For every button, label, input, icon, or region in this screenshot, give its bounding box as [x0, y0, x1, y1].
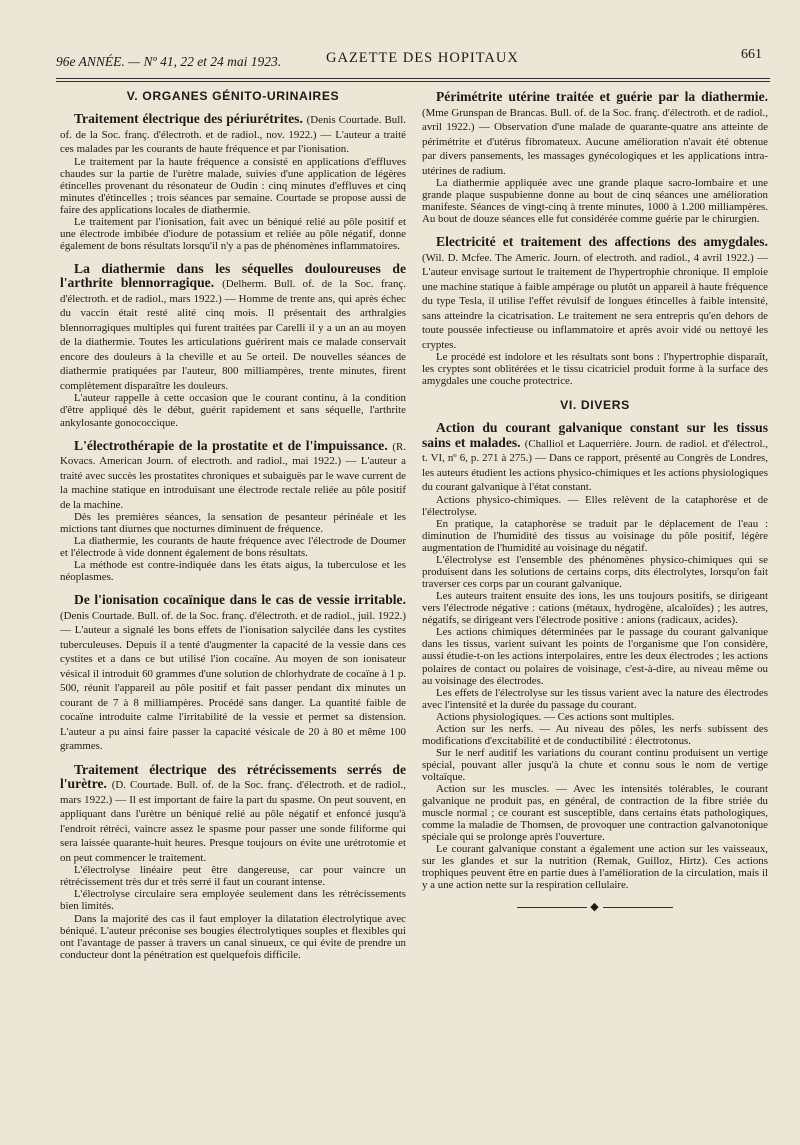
article-paragraph: La diathermie, les courants de haute fréquence avec l'électrode de Doumer et l'électrode à vide donnent également de bons résultats.	[60, 535, 406, 560]
article-title	[60, 763, 406, 865]
article-paragraph: L'électrolyse circulaire sera employée seulement dans les rétrécissements bien limités.	[60, 888, 406, 913]
article-paragraph: Actions physiologiques. — Ces actions sont multiples.	[436, 710, 675, 723]
right-articles	[422, 90, 768, 387]
article-title	[422, 90, 768, 177]
article-reference: (Denis Courtade. Bull. of. de la Soc. franç. d'électroth. et de radiol., nov. 1922.) — L'auteur a traité ces malades par les courants de haute fréquence et par l'ionisation.	[60, 114, 406, 156]
article	[422, 235, 768, 387]
article-reference: (Wil. D. Mcfee. The Americ. Journ. of electroth. and radiol., 4 avril 1922.) — L'auteur envisage surtout le traitement de l'hypertrophie chronique. Il emploie une machine statique à faible ampérage ou plutôt un appareil à haute fréquence du type Tesla, il utilise l'effet révulsif de longues étincelles à faible intensité, sans atteindre la cicatrisation. Le traitement ne sera entrepris qu'en dehors de toute poussée infectieuse ou inflammatoire et après avoir vidé ou nettoyé les cryptes.	[422, 251, 768, 351]
article-title-text: De l'ionisation cocaïnique dans le cas de vessie irritable.	[74, 592, 406, 608]
left-articles	[60, 112, 406, 961]
article-title-text: L'électrothérapie de la prostatite et de l'impuissance.	[74, 437, 388, 453]
article	[60, 262, 406, 429]
article-title	[60, 262, 406, 393]
article	[422, 90, 768, 225]
right-column	[422, 90, 768, 913]
article-reference: (R. Kovacs. American Journ. of electroth. and radiol., mai 1922.) — L'auteur a traité avec succès les prostatites chroniques et subaiguës par le wave current de la machine statique en introduisant une électrode rectale reliée au pôle positif de la machine.	[60, 440, 406, 511]
article-title	[422, 421, 768, 494]
article	[60, 112, 406, 252]
article-paragraph: Les actions chimiques déterminées par le passage du courant galvanique dans les tissus, varient suivant les points de l'organisme que l'on considère, aussi étudie-t-on les actions interpolaires, entre les deux électrodes ; les actions polaires de contact ou polaires de voisinage, c'est-à-dire, au niveau même ou au voisinage des électrodes.	[422, 626, 768, 687]
article-title	[60, 593, 406, 753]
article	[60, 593, 406, 753]
article-paragraph: L'électrolyse linéaire peut être dangereuse, car pour vaincre un rétrécissement très dur et très serré il faut un courant intense.	[60, 864, 406, 889]
section-title-divers: VI. DIVERS	[560, 398, 630, 413]
header-rule-double	[56, 81, 770, 82]
article-paragraph: Action sur les nerfs. — Au niveau des pôles, les nerfs subissent des modifications d'excitabilité et de conductibilité : électrotonus.	[422, 722, 768, 747]
article-paragraph: Les effets de l'électrolyse sur les tissus varient avec la nature des électrodes avec l'intensité et la durée du passage du courant.	[422, 686, 768, 711]
article-paragraph: Dès les premières séances, la sensation de pesanteur périnéale et les mictions tant diurnes que nocturnes diminuent de fréquence.	[60, 511, 406, 536]
article-reference: (Mme Grunspan de Brancas. Bull. of. de la Soc. franç. d'électroth. et de radiol., avril 1922.) — Observation d'une malade de quarante-quatre ans atteinte de périmétrite et d'utérus fibromateux. Aucune amélioration n'avait été obtenue par divers pansements, les massages gynécologiques et les applications intra-utérines de radium.	[422, 106, 768, 177]
article-reference: (D. Courtade. Bull. of. de la Soc. franç. d'électroth. et de radiol., mars 1922.) — Il est important de faire la part du spasme. On peut souvent, en appliquant dans l'urètre un béniqué relié au pôle négatif et enfoncé jusqu'à l'endroit rétréci, vaincre assez le spasme pour passer une sonde filiforme qui sera laissée quarante-huit heures. Presque toujours on évite une urétrotomie et on peut commencer le traitement.	[60, 779, 406, 864]
running-header	[56, 44, 768, 74]
article-reference: (Challiol et Laquerrière. Journ. de radiol. et d'électrol., t. VI, nº 6, p. 271 à 275.) — Dans ce rapport, présenté au Congrès de Londres, les auteurs étudient les actions physico-chimiques et les actions physiologiques du courant galvanique à l'état constant.	[422, 437, 768, 494]
article-title-text: Périmétrite utérine traitée et guérie par la diathermie.	[436, 89, 768, 104]
journal-title: GAZETTE DES HOPITAUX	[326, 50, 519, 66]
article-title	[60, 439, 406, 512]
end-ornament: ◆	[422, 901, 768, 913]
article-paragraph: Le courant galvanique constant a également une action sur les vaisseaux, sur les glandes et sur la nutrition (Remak, Guilloz, Hirtz). Ces actions trophiques peuvent être en partie dues à l'amélioration de la circulation, mais il y a une action nette sur la respiration cellulaire.	[422, 843, 768, 892]
article-paragraph: Action sur les muscles. — Avec les intensités tolérables, le courant galvanique ne produit pas, en général, de contraction de la fibre striée du muscle normal ; ce courant est susceptible, dans certains états pathologiques, comme la maladie de Thomsen, de provoquer une contraction galvanotonique spéciale qui se prolonge après l'ouverture.	[422, 783, 768, 844]
article-paragraph: Actions physico-chimiques. — Elles relèvent de la cataphorèse et de l'électrolyse.	[422, 493, 768, 518]
article-paragraph: La méthode est contre-indiquée dans les états aigus, la tuberculose et les néoplasmes.	[60, 559, 406, 584]
issue-info: 96e ANNÉE. — Nº 41, 22 et 24 mai 1923.	[56, 54, 282, 69]
article-title-text: La diathermie dans les séquelles douloureuses de l'arthrite blennorragique.	[60, 260, 406, 291]
article-paragraph: La diathermie appliquée avec une grande plaque sacro-lombaire et une grande plaque suspubienne donne au bout de cinq séances une amélioration manifeste. Séances de vingt-cinq à trente minutes, 1000 à 1.200 milliampères. Au bout de douze séances elle fut considérée comme guérie par le chirurgien.	[422, 177, 768, 226]
article-paragraph: En pratique, la cataphorèse se traduit par le déplacement de l'eau : diminution de l'humidité des tissus au voisinage du pôle positif, légère augmentation de l'humidité au voisinage du négatif.	[422, 517, 768, 555]
article-reference: (Delherm. Bull. of. de la Soc. franç. d'électroth. et de radiol., mars 1922.) — Homme de trente ans, qui après échec du vaccin était resté alité cinq mois. Il présentait des arthralgies blennorragiques multiples qui furent traitées par Carelli il y a un an au moyen de la diathermie. Toutes les articulations guérirent mais ce malade conservait encore des douleurs à la cheville et au 5e orteil. De nouvelles séances de diathermie pratiquées par l'auteur, 800 milliampères, trente minutes, firent complètement disparaître les douleurs.	[60, 278, 406, 392]
left-column	[60, 90, 406, 961]
article-paragraph: L'auteur rappelle à cette occasion que le courant continu, à la condition d'être appliqué dès le début, guérit rapidement et sans séquelle, l'arthrite ankylosante gonococcique.	[60, 392, 406, 429]
article-title-text: Action du courant galvanique constant sur les tissus sains et malades.	[422, 420, 768, 450]
article-paragraph: Dans la majorité des cas il faut employer la dilatation électrolytique avec béniqué. L'auteur préconise ses bougies électrolytiques souples et flexibles qui ont l'avantage de passer à travers un canal sinueux, ce qui évite de prendre un conducteur dont la pénétration est quelquefois difficile.	[60, 912, 406, 961]
article-paragraph: L'électrolyse est l'ensemble des phénomènes physico-chimiques qui se produisent dans les solutions de certains corps, dits électrolytes, lorsqu'on fait traverser ces corps par un courant galvanique.	[422, 554, 768, 591]
article-paragraph: Le traitement par l'ionisation, fait avec un béniqué relié au pôle positif et une électrode imbibée d'iodure de potassium et reliée au pôle négatif, donne également de bons résultats lorsqu'il n'y a pas de phénomènes inflammatoires.	[60, 215, 406, 252]
divers-article	[422, 421, 768, 891]
article	[60, 763, 406, 961]
article-paragraph: Les auteurs traitent ensuite des ions, les uns toujours positifs, se dirigeant vers l'électrode négative : cations (métaux, hydrogène, alcaloïdes) ; les autres, négatifs, se dirigeant vers l'électrode positive : anions (radicaux, acides).	[422, 590, 768, 627]
article	[60, 439, 406, 584]
article-title	[60, 112, 406, 156]
article-title-text: Traitement électrique des périurétrites.	[74, 111, 303, 127]
article	[422, 421, 768, 891]
section-title: V. ORGANES GÉNITO-URINAIRES	[126, 89, 340, 103]
article-title-text: Traitement électrique des rétrécissements serrés de l'urètre.	[60, 761, 406, 792]
page-number: 661	[741, 47, 762, 62]
article-title-text: Electricité et traitement des affections des amygdales.	[436, 234, 768, 250]
header-rule	[56, 78, 770, 79]
article-title	[422, 235, 768, 351]
article-reference: (Denis Courtade. Bull. of. de la Soc. franç. d'électroth. et de radiol., juil. 1922.) — L'auteur a signalé les bons effets de l'ionisation salycilée dans les cystites tuberculeuses. Depuis il a tenté d'augmenter la capacité de la vessie dans ces cystites et a dans ce but utilisé l'ion cocaïne. Au moyen de son ionisateur vésical il introduit 60 grammes d'une solution de chlorhydrate de cocaïne à 1 p. 500, réunit l'appareil au pôle positif et fait passer pendant dix minutes un courant de 7 à 8 milliampères. Procédé sans danger. La quantité faible de cocaïne introduite calme l'irritabilité de la vessie et permet sa distension. L'auteur a pu ainsi faire passer la capacité vésicale de 20 à 80 et même 100 grammes.	[60, 609, 406, 753]
article-paragraph: Sur le nerf auditif les variations du courant continu produisent un vertige spécial, pouvant aller jusqu'à la chute et connu sous le nom de vertige voltaïque.	[422, 746, 768, 783]
article-paragraph: Le procédé est indolore et les résultats sont bons : l'hypertrophie disparaît, les cryptes sont oblitérées et le tissu cicatriciel produit forme à la surface des amygdales une couche protectrice.	[422, 351, 768, 388]
article-paragraph: Le traitement par la haute fréquence a consisté en applications d'effluves chaudes sur la partie de l'urètre malade, suivies d'une application de légères étincelles provenant du résonateur de Oudin : cinq minutes d'effluves et cinq minutes d'étincelles ; trois séances par semaine. Courtade se propose aussi de faire des applications locales de diathermie.	[60, 155, 406, 216]
